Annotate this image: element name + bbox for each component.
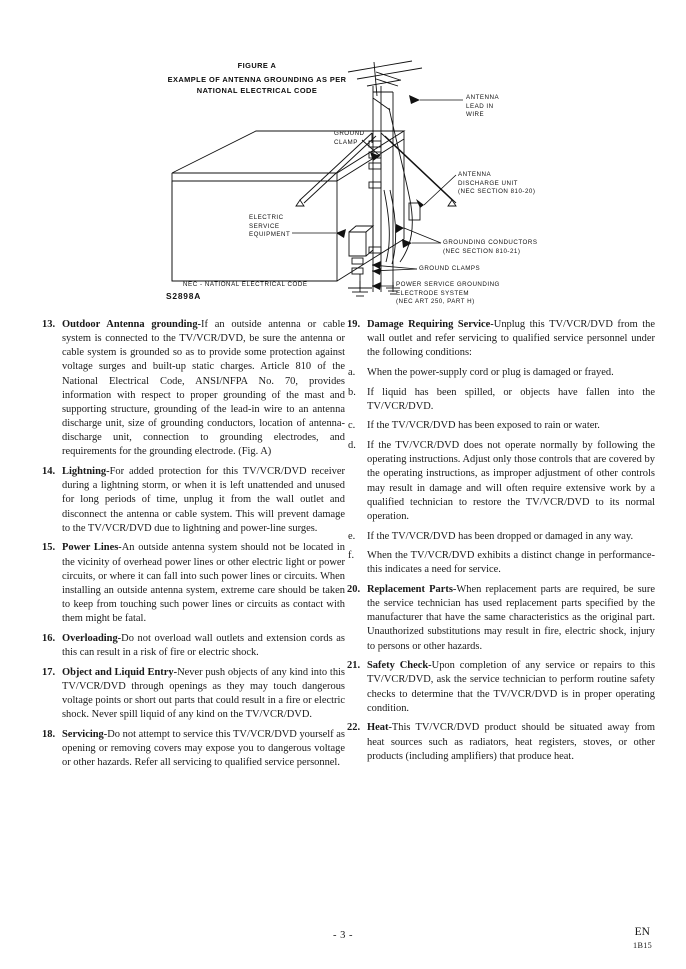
safety-item-lead: Safety Check- (367, 660, 432, 672)
safety-item (347, 659, 655, 716)
safety-subitem-text: When the TV/VCR/DVD exhibits a distinct change in performance-this indicates a need for service. (367, 550, 655, 576)
safety-item-body: Do not attempt to service this TV/VCR/DVD yourself as opening or removing covers may expose you to dangerous voltage or other hazards. Refer all servicing to qualified service personnel. (62, 728, 345, 769)
drawing-code: S2898A (166, 291, 202, 301)
figure-caption-title: FIGURE A (237, 61, 277, 70)
antenna-grounding-drawing (0, 0, 686, 312)
safety-item-lead: Object and Liquid Entry- (62, 666, 178, 678)
left-column (42, 318, 345, 776)
figure-caption-line2: NATIONAL ELECTRICAL CODE (196, 86, 318, 96)
safety-item (42, 465, 345, 536)
page-footer (0, 920, 686, 969)
label-grounding-conductors: GROUNDING CONDUCTORS (NEC SECTION 810-21) (443, 239, 538, 255)
safety-item-number: 14. (42, 466, 56, 478)
safety-item-lead: Replacement Parts- (367, 584, 457, 595)
page-number: - 3 - (333, 930, 353, 941)
safety-subitem (347, 366, 655, 380)
safety-subitem-text: If the TV/VCR/DVD does not operate normally by following the operating instructions. Adjust only those controls that are covered by the operating instructions, as improper adjustment of other controls may result in damage and will often require extensive work by a qualified technician to restore the TV/VCR/DVD to its normal operation. (367, 440, 655, 522)
safety-subitem (347, 419, 655, 433)
safety-subitem-label: b. (348, 386, 356, 398)
safety-subitem-text: If liquid has been spilled, or objects have fallen into the TV/VCR/DVD. (367, 386, 655, 412)
safety-item-body: Unplug this TV/VCR/DVD from the wall outlet and refer servicing to qualified service personnel under the following conditions: (367, 319, 655, 359)
antenna-grounding-figure (0, 0, 686, 312)
safety-item-number: 18. (42, 728, 56, 740)
label-ground-clamps: GROUND CLAMPS (419, 265, 481, 272)
safety-item (42, 541, 345, 626)
figure-caption-line1: EXAMPLE OF ANTENNA GROUNDING AS PER (167, 75, 347, 85)
footer-document-code: 1B15 (633, 941, 652, 950)
safety-subitem-label: f. (348, 550, 355, 562)
safety-subitem-text: If the TV/VCR/DVD has been exposed to rain or water. (367, 420, 600, 432)
safety-subitem-label: e. (348, 530, 356, 542)
safety-item-lead: Servicing- (62, 728, 108, 740)
safety-item-body: An outside antenna system should not be located in the vicinity of overhead power lines or other electric light or power circuits, or where it can fall into such power lines or circuits. When installing an outside antenna system, extreme care should be taken to keep from touching such power lines or circuits as contact with them might be fatal. (62, 542, 345, 625)
safety-subitem-text: When the power-supply cord or plug is damaged or frayed. (367, 366, 614, 378)
safety-item-number: 17. (42, 666, 56, 678)
safety-item (42, 728, 345, 770)
safety-subitem-label: a. (348, 366, 356, 378)
safety-subitem (347, 530, 655, 544)
safety-item (347, 318, 655, 360)
safety-subitem (347, 386, 655, 414)
safety-item-lead: Outdoor Antenna grounding- (62, 319, 202, 330)
label-ground-clamp: GROUND CLAMP (334, 130, 365, 146)
safety-item-number: 21. (347, 660, 361, 672)
safety-item-lead: Overloading- (62, 632, 122, 644)
label-antenna-lead-in-wire: ANTENNA LEAD IN WIRE (466, 94, 500, 119)
label-antenna-discharge-unit: ANTENNA DISCHARGE UNIT (NEC SECTION 810-20) (458, 171, 536, 196)
safety-item-lead: Heat- (367, 722, 392, 734)
label-nec-national-electrical-code: NEC - NATIONAL ELECTRICAL CODE (183, 281, 308, 288)
safety-instructions-columns (0, 318, 686, 878)
safety-item-number: 16. (42, 632, 56, 644)
safety-item-body: Never push objects of any kind into this TV/VCR/DVD through openings as they may touch dangerous voltage points or short out parts that could result in a fire or electric shock. Never spill liquid of any kind on the TV/VCR/DVD. (62, 666, 345, 721)
safety-item (42, 666, 345, 723)
safety-item-number: 19. (347, 319, 361, 330)
safety-item-number: 20. (347, 584, 361, 595)
safety-item-lead: Lightning- (62, 466, 110, 478)
safety-item-number: 13. (42, 319, 56, 330)
safety-item (347, 721, 655, 763)
safety-item-body: This TV/VCR/DVD product should be situated away from heat sources such as radiators, heat registers, stoves, or other products (including amplifiers) that produce heat. (367, 722, 655, 762)
footer-region-code: EN (634, 926, 650, 938)
safety-item (42, 318, 345, 460)
safety-subitem-text: If the TV/VCR/DVD has been dropped or damaged in any way. (367, 530, 634, 542)
safety-item-body: Upon completion of any service or repairs to this TV/VCR/DVD, ask the service technician to perform routine safety checks to determine that the TV/VCR/DVD is in proper operating condition. (367, 660, 656, 714)
safety-item-body: Do not overload wall outlets and extension cords as this can result in a risk of fire or electric shock. (62, 632, 345, 658)
safety-item-body: When replacement parts are required, be sure the service technician has used replacement parts specified by the manufacturer that have the same characteristics as the original part. Unauthorized substitutions may result in fire, electric shock, injury to persons or other hazards. (367, 584, 655, 652)
label-electric-service-equipment: ELECTRIC SERVICE EQUIPMENT (249, 214, 291, 239)
safety-subitem (347, 549, 655, 577)
safety-item-body: For added protection for this TV/VCR/DVD receiver during a lightning storm, or when it is left unattended and unused for long periods of time, unplug it from the wall outlet and disconnect the antenna or cable system. This will prevent damage to the TV/VCR/DVD due to lightning and power-line surges. (62, 466, 345, 534)
safety-item (347, 583, 655, 654)
safety-subitem (347, 439, 655, 524)
safety-item-number: 15. (42, 542, 56, 554)
right-column (347, 318, 655, 769)
safety-item-lead: Damage Requiring Service- (367, 319, 494, 330)
safety-subitem-label: d. (348, 440, 356, 452)
safety-item-body: If an outside antenna or cable system is connected to the TV/VCR/DVD, be sure the antenna or cable system is grounded so as to provide some protection against voltage surges and built-up static charges. Article 810 of the National Electrical Code, ANSI/NFPA No. 70, provides information with respect to proper grounding of the mast and supporting structure, grounding of the lead-in wire to an antenna discharge unit, size of grounding conductors, location of antenna-discharge unit, connection to grounding electrodes, and requirements for the grounding electrode. (Fig. A) (62, 319, 346, 458)
safety-item (42, 632, 345, 660)
label-power-service-grounding: POWER SERVICE GROUNDING ELECTRODE SYSTEM (NEC ART 250, PART H) (396, 281, 500, 306)
safety-item-lead: Power Lines- (62, 542, 122, 554)
safety-subitem-label: c. (348, 420, 356, 432)
safety-item-number: 22. (347, 722, 361, 734)
